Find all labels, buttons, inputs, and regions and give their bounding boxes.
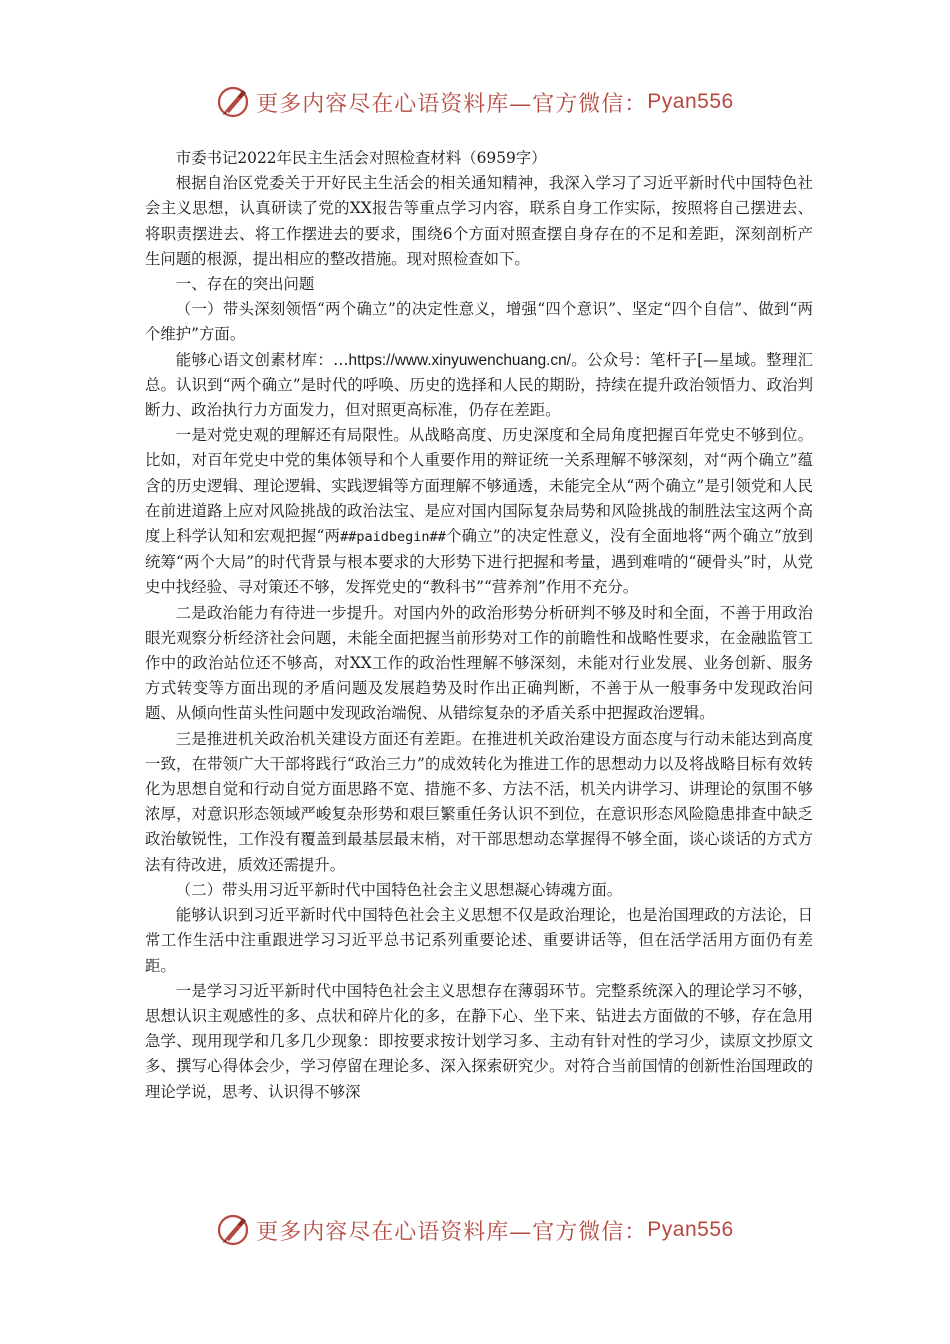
section-heading-1: 一、存在的突出问题 [175,275,315,294]
paragraph-point-one [145,423,813,600]
banner-text: 更多内容尽在心语资料库—官方微信： [256,91,648,117]
source-text-b: 。公众号：笔杆子[—星域。整理汇总。认识到“两个确立”是时代的呼唤、历史的选择和人民的期盼，持续在提升政治领悟力、政治判断力、政治执行力方面发力，但对照更高标准，仍存在差距。 [145,350,813,420]
paid-marker: ##paidbegin## [340,529,446,546]
pen-logo-icon [216,1213,250,1247]
paragraph-intro: 根据自治区党委关于开好民主生活会的相关通知精神，我深入学习了习近平新时代中国特色社会主义思想，认真研读了党的XX报告等重点学习内容，联系自身工作实际，按照将自己摆进去、将职责摆进去、将工作摆进去的要求，围绕6个方面对照查摆自身存在的不足和差距，深刻剖析产生问题的根源，提出相应的整改措施。现对照检查如下。 [145,174,813,268]
paragraph-source [145,348,813,424]
header-banner [0,80,950,124]
document-title: 市委书记2022年民主生活会对照检查材料（6959字） [175,149,547,167]
subsection-heading-2: （二）带头用习近平新时代中国特色社会主义思想凝心铸魂方面。 [175,880,623,899]
source-text-a: 能够心语文创素材库：… [175,350,349,369]
document-body [145,146,813,1105]
footer-banner [0,1208,950,1252]
paragraph-sub2-intro: 能够认识到习近平新时代中国特色社会主义思想不仅是政治理论，也是治国理政的方法论，日常工作生活中注重跟进学习习近平总书记系列重要论述、重要讲话等，但在活学活用方面仍有差距。 [145,906,813,975]
paragraph-point-three: 三是推进机关政治机关建设方面还有差距。在推进机关政治建设方面态度与行动未能达到高度一致，在带领广大干部将践行“政治三力”的成效转化为推进工作的思想动力以及将战略目标有效转化为思想自觉和行动自觉方面思路不宽、措施不多、方法不活，机关内讲学习、讲理论的氛围不够浓厚，对意识形态领域严峻复杂形势和艰巨繁重任务认识不到位，在意识形态风险隐患排查中缺乏政治敏锐性，工作没有覆盖到最基层最末梢，对干部思想动态掌握得不够全面，谈心谈话的方式方法有待改进，质效还需提升。 [145,729,813,874]
banner-wechat-id: Pyan556 [647,1218,734,1241]
source-url-link[interactable]: https://www.xinyuwenchuang.cn/ [348,351,571,369]
pen-logo-icon [216,85,250,119]
paragraph-point-two: 二是政治能力有待进一步提升。对国内外的政治形势分析研判不够及时和全面，不善于用政治眼光观察分析经济社会问题，未能全面把握当前形势对工作的前瞻性和战略性要求，在金融监管工作中的政治站位还不够高，对XX工作的政治性理解不够深刻，未能对行业发展、业务创新、服务方式转变等方面出现的矛盾问题及发展趋势及时作出正确判断，不善于从一般事务中发现政治问题、从倾向性苗头性问题中发现政治端倪、从错综复杂的矛盾关系中把握政治逻辑。 [145,603,813,723]
subsection-heading-1: （一）带头深刻领悟“两个确立”的决定性意义，增强“四个意识”、坚定“四个自信”、做到“两个维护”方面。 [145,300,813,344]
banner-wechat-id: Pyan556 [647,90,734,113]
point-one-text-a: 一是对党史观的理解还有局限性。从战略高度、历史深度和全局角度把握百年党史不够到位。比如，对百年党史中党的集体领导和个人重要作用的辩证统一关系理解不够深刻，对“两个确立”蕴含的历史逻辑、理论逻辑、实践逻辑等方面理解不够通透，未能完全从“两个确立”是引领党和人民在前进道路上应对风险挑战的政治法宝、是应对国内国际复杂局势和风险挑战的制胜法宝这两个高度上科学认知和宏观把握“两 [145,426,813,546]
point-one-text-b: 个确立”的决定性意义，没有全面地将“两个确立”放到统筹“两个大局”的时代背景与根本要求的大形势下进行把握和考量，遇到难啃的“硬骨头”时，从党史中找经验、寻对策还不够，发挥党史的“教科书”“营养剂”作用不充分。 [145,527,814,597]
banner-text: 更多内容尽在心语资料库—官方微信： [256,1219,648,1245]
paragraph-sub2-point-one: 一是学习习近平新时代中国特色社会主义思想存在薄弱环节。完整系统深入的理论学习不够，思想认识主观感性的多、点状和碎片化的多，在静下心、坐下来、钻进去方面做的不够，存在急用急学、现用现学和几多几少现象：即按要求按计划学习多、主动有针对性的学习少，读原文抄原文多、撰写心得体会少，学习停留在理论多、深入探索研究少。对符合当前国情的创新性治国理政的理论学说，思考、认识得不够深 [145,981,813,1101]
